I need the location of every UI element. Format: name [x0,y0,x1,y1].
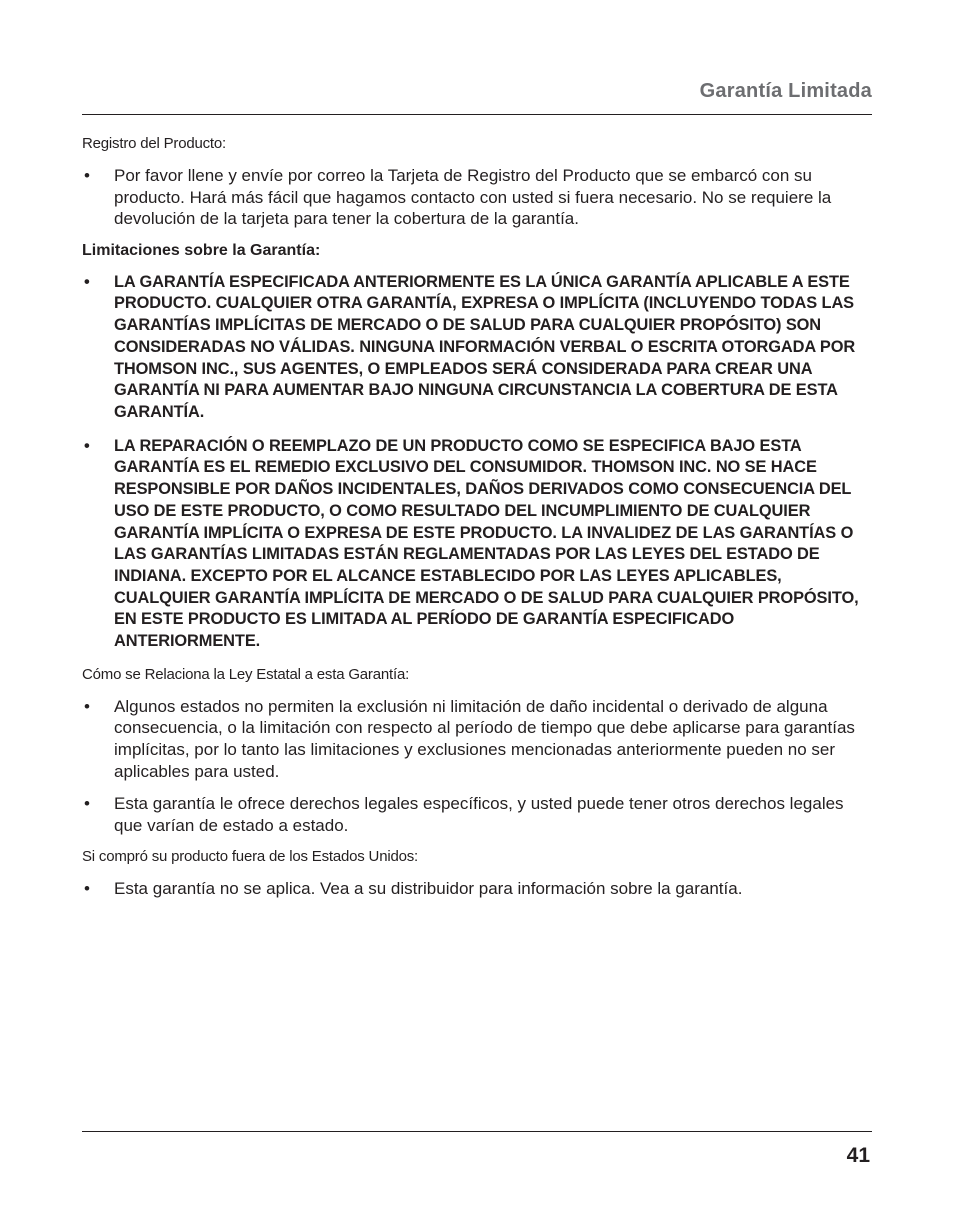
page-number: 41 [846,1144,870,1167]
list-item-text: LA GARANTÍA ESPECIFICADA ANTERIORMENTE ES LA ÚNICA GARANTÍA APLICABLE A ESTE PRODUCTO. CUALQUIER OTRA GARANTÍA, EXPRESA O IMPLÍCITA (INCLUYENDO TODAS LAS GARANTÍAS IMPLÍCITAS DE MERCADO O DE SALUD PARA CUALQUIER PROPÓSITO) SON CONSIDERADAS NO VÁLIDAS. NINGUNA INFORMACIÓN VERBAL O ESCRITA OTORGADA POR THOMSON INC., SUS AGENTES, O EMPLEADOS SERÁ CONSIDERADA PARA CREAR UNA GARANTÍA NI PARA AUMENTAR BAJO NINGUNA CIRCUNSTANCIA LA COBERTURA DE ESTA GARANTÍA. [114,272,856,421]
list-item [82,165,874,230]
bullet-icon: • [84,166,90,185]
section-heading-product-registration: Registro del Producto: [82,135,227,152]
list-item [82,878,874,900]
bullet-icon: • [84,794,90,814]
bullet-icon: • [84,436,90,455]
section-heading-outside-us: Si compró su producto fuera de los Estados Unidos: [82,848,419,866]
list-item [82,793,874,836]
list-item-text: Esta garantía no se aplica. Vea a su distribuidor para información sobre la garantía. [114,879,743,899]
list-item-text: Esta garantía le ofrece derechos legales específicos, y usted puede tener otros derechos legales que varían de estado a estado. [114,794,844,835]
outside-us-list [82,878,874,900]
header-divider [82,114,872,115]
list-item-text: Por favor llene y envíe por correo la Tarjeta de Registro del Producto que se embarcó con su producto. Hará más fácil que hagamos contacto con usted si fuera necesario. No se requiere la devolución de la tarjeta para tener la cobertura de la garantía. [114,166,832,229]
footer-divider [82,1131,872,1132]
bullet-icon: • [84,879,90,899]
section-heading-state-law: Cómo se Relaciona la Ley Estatal a esta Garantía: [82,665,410,683]
page-content [82,134,874,911]
list-item-text: LA REPARACIÓN O REEMPLAZO DE UN PRODUCTO COMO SE ESPECIFICA BAJO ESTA GARANTÍA ES EL REMEDIO EXCLUSIVO DEL CONSUMIDOR. THOMSON INC. NO SE HACE RESPONSIBLE POR DAÑOS INCIDENTALES, DAÑOS DERIVADOS COMO CONSECUENCIA DEL USO DE ESTE PRODUCTO, O COMO RESULTADO DEL INCUMPLIMIENTO DE CUALQUIER GARANTÍA IMPLÍCITA O EXPRESA DE ESTE PRODUCTO. LA INVALIDEZ DE LAS GARANTÍAS O LAS GARANTÍAS LIMITADAS ESTÁN REGLAMENTADAS POR LAS LEYES DEL ESTADO DE INDIANA. EXCEPTO POR EL ALCANCE ESTABLECIDO POR LAS LEYES APLICABLES, CUALQUIER GARANTÍA IMPLÍCITA DE MERCADO O DE SALUD PARA CUALQUIER PROPÓSITO, EN ESTE PRODUCTO ES LIMITADA AL PERÍODO DE GARANTÍA ESPECIFICADO ANTERIORMENTE. [114,436,859,651]
bullet-icon: • [84,696,90,716]
list-item [82,272,874,424]
warranty-limitations-list [82,272,874,653]
bullet-icon: • [84,272,90,291]
state-law-list [82,696,874,837]
page-header-title: Garantía Limitada [699,80,872,102]
list-item-text: Algunos estados no permiten la exclusión ni limitación de daño incidental o derivado de alguna consecuencia, o la limitación con respecto al período de tiempo que debe aplicarse para garantías implícitas, por lo tanto las limitaciones y exclusiones mencionadas anteriormente pueden no ser aplicables para usted. [114,696,855,781]
product-registration-list [82,165,874,230]
section-heading-warranty-limitations: Limitaciones sobre la Garantía: [82,241,321,259]
list-item [82,696,874,782]
list-item [82,436,874,653]
